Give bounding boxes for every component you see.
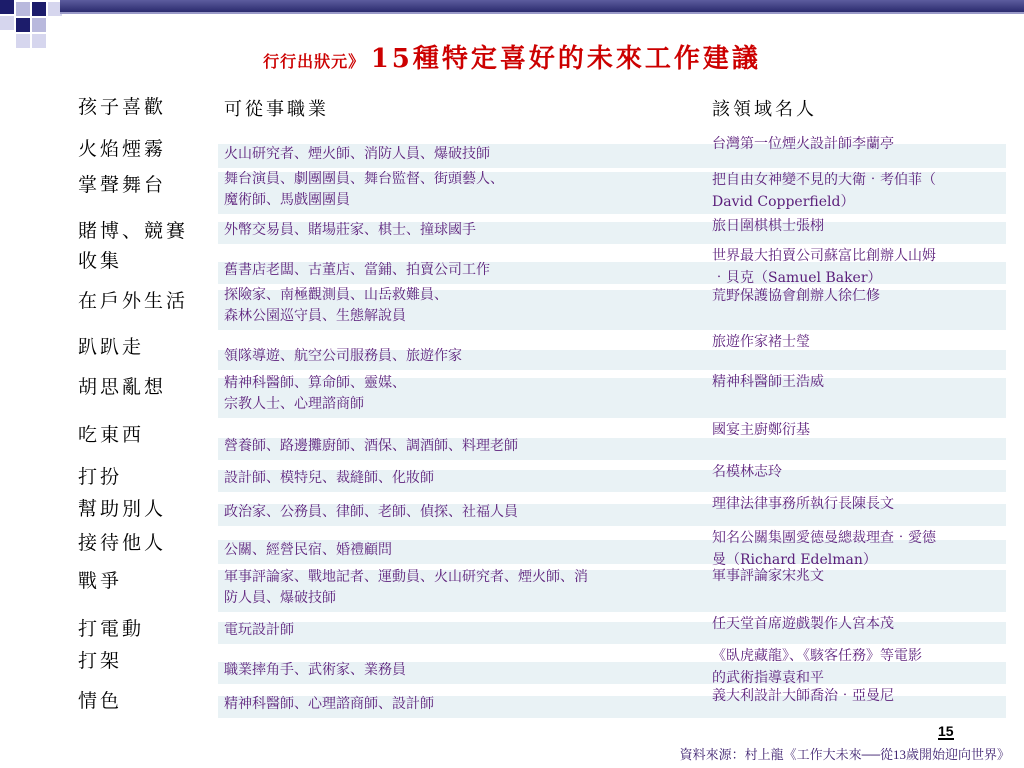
jobs-line: 軍事評論家、戰地記者、運動員、火山研究者、煙火師、消 <box>224 568 588 585</box>
table-row <box>72 460 1006 492</box>
header-famous: 該領域名人 <box>712 99 817 120</box>
jobs-cell <box>218 418 708 460</box>
like-cell: 收集 <box>78 250 123 272</box>
famous-line: 曼（Richard Edelman） <box>712 551 877 568</box>
jobs-line: 舞台演員、劇團團員、舞台監督、街頭藝人、 <box>224 170 504 187</box>
famous-line: 旅日圍棋棋士張栩 <box>712 218 824 234</box>
like-cell: 吃東西 <box>78 424 145 446</box>
jobs-line: 政治家、公務員、律師、老師、偵探、社福人員 <box>224 504 518 521</box>
jobs-line: 外幣交易員、賭場莊家、棋士、撞球國手 <box>224 222 476 239</box>
like-cell: 掌聲舞台 <box>78 174 167 196</box>
table-row <box>72 684 1006 718</box>
table-row <box>72 644 1006 684</box>
table-row <box>72 168 1006 214</box>
famous-line: ‧貝克（Samuel Baker） <box>712 269 882 286</box>
famous-line: 知名公關集團愛德曼總裁理查‧愛德 <box>712 530 936 546</box>
famous-line: 荒野保護協會創辦人徐仁修 <box>712 288 880 304</box>
famous-cell <box>708 214 1006 244</box>
jobs-cell <box>218 330 708 370</box>
header-jobs: 可從事職業 <box>224 99 329 120</box>
like-cell: 在戶外生活 <box>78 290 189 312</box>
famous-cell <box>708 284 1006 330</box>
table-row <box>72 370 1006 418</box>
title-main: 15種特定喜好的未來工作建議 <box>370 44 761 74</box>
famous-cell <box>708 168 1006 214</box>
jobs-cell <box>218 214 708 244</box>
famous-line: 把自由女神變不見的大衛‧考伯菲（ <box>712 172 936 188</box>
jobs-line: 防人員、爆破技師 <box>224 590 336 607</box>
table-row <box>72 612 1006 644</box>
jobs-cell <box>218 244 708 284</box>
famous-line: 台灣第一位煙火設計師李蘭亭 <box>712 136 894 152</box>
famous-cell <box>708 564 1006 612</box>
jobs-line: 職業摔角手、武術家、業務員 <box>224 662 406 679</box>
page-number: 15 <box>938 723 954 739</box>
famous-line: 國宴主廚鄭衍基 <box>712 422 810 438</box>
famous-line: 精神科醫師王浩威 <box>712 374 824 390</box>
jobs-cell <box>218 284 708 330</box>
jobs-cell <box>218 564 708 612</box>
source-citation: 資料來源：村上龍《工作大未來──從13歲開始迎向世界》 <box>679 747 1010 762</box>
jobs-line: 營養師、路邊攤廚師、酒保、調酒師、料理老師 <box>224 438 518 455</box>
jobs-line: 森林公園巡守員、生態解說員 <box>224 308 406 325</box>
jobs-line: 魔術師、馬戲團團員 <box>224 192 350 209</box>
like-cell: 打扮 <box>78 466 123 488</box>
jobs-line: 領隊導遊、航空公司服務員、旅遊作家 <box>224 348 462 365</box>
like-cell: 火焰煙霧 <box>78 138 167 160</box>
table-row <box>72 132 1006 168</box>
career-table <box>72 90 1006 718</box>
like-cell: 胡思亂想 <box>78 376 167 398</box>
jobs-line: 精神科醫師、算命師、靈媒、 <box>224 374 406 391</box>
famous-cell <box>708 330 1006 370</box>
table-row <box>72 244 1006 284</box>
jobs-cell <box>218 370 708 418</box>
page-title <box>0 38 1024 75</box>
famous-cell <box>708 492 1006 526</box>
jobs-cell <box>218 492 708 526</box>
jobs-line: 精神科醫師、心理諮商師、設計師 <box>224 696 434 713</box>
jobs-cell <box>218 684 708 718</box>
famous-line: 義大利設計大師喬治‧亞曼尼 <box>712 688 894 704</box>
table-row <box>72 526 1006 568</box>
table-row <box>72 492 1006 526</box>
famous-line: 旅遊作家褚士瑩 <box>712 334 810 350</box>
famous-cell <box>708 370 1006 418</box>
famous-cell <box>708 526 1006 568</box>
jobs-cell <box>218 132 708 168</box>
jobs-line: 火山研究者、煙火師、消防人員、爆破技師 <box>224 146 490 163</box>
famous-line: 的武術指導袁和平 <box>712 669 824 686</box>
table-row <box>72 284 1006 330</box>
table-row <box>72 330 1006 370</box>
like-cell: 打電動 <box>78 618 145 640</box>
famous-line: 任天堂首席遊戲製作人宮本茂 <box>712 616 894 632</box>
jobs-cell <box>218 168 708 214</box>
jobs-cell <box>218 526 708 564</box>
like-cell: 賭博、競賽 <box>78 220 189 242</box>
like-cell: 情色 <box>78 690 123 712</box>
table-row <box>72 214 1006 244</box>
famous-cell <box>708 644 1006 684</box>
jobs-line: 電玩設計師 <box>224 622 294 639</box>
like-cell: 接待他人 <box>78 532 167 554</box>
jobs-line: 設計師、模特兒、裁縫師、化妝師 <box>224 470 434 487</box>
jobs-line: 探險家、南極觀測員、山岳救難員、 <box>224 286 448 303</box>
like-cell: 幫助別人 <box>78 498 167 520</box>
jobs-cell <box>218 460 708 492</box>
famous-line: 軍事評論家宋兆文 <box>712 568 824 584</box>
title-prefix: 行行出狀元》 <box>263 52 366 71</box>
famous-cell <box>708 244 1006 284</box>
table-header <box>72 90 1006 132</box>
like-cell: 戰爭 <box>78 570 123 592</box>
top-bar <box>60 0 1024 12</box>
table-row <box>72 564 1006 612</box>
table-row <box>72 418 1006 460</box>
famous-cell <box>708 612 1006 644</box>
famous-line: 名模林志玲 <box>712 464 782 480</box>
jobs-cell <box>218 644 708 684</box>
top-divider <box>60 12 1024 14</box>
famous-line: 《臥虎藏龍》、《駭客任務》等電影 <box>712 648 922 664</box>
like-cell: 打架 <box>78 650 123 672</box>
famous-line: 理律法律事務所執行長陳長文 <box>712 496 894 512</box>
famous-line: 世界最大拍賣公司蘇富比創辦人山姆 <box>712 248 936 264</box>
jobs-cell <box>218 612 708 644</box>
jobs-line: 公關、經營民宿、婚禮顧問 <box>224 542 392 559</box>
famous-cell <box>708 132 1006 168</box>
famous-cell <box>708 460 1006 492</box>
header-like: 孩子喜歡 <box>78 96 167 118</box>
jobs-line: 舊書店老闆、古董店、當鋪、拍賣公司工作 <box>224 262 490 279</box>
famous-line: David Copperfield） <box>712 193 855 210</box>
like-cell: 趴趴走 <box>78 336 145 358</box>
famous-cell <box>708 418 1006 460</box>
jobs-line: 宗教人士、心理諮商師 <box>224 396 364 413</box>
famous-cell <box>708 684 1006 718</box>
